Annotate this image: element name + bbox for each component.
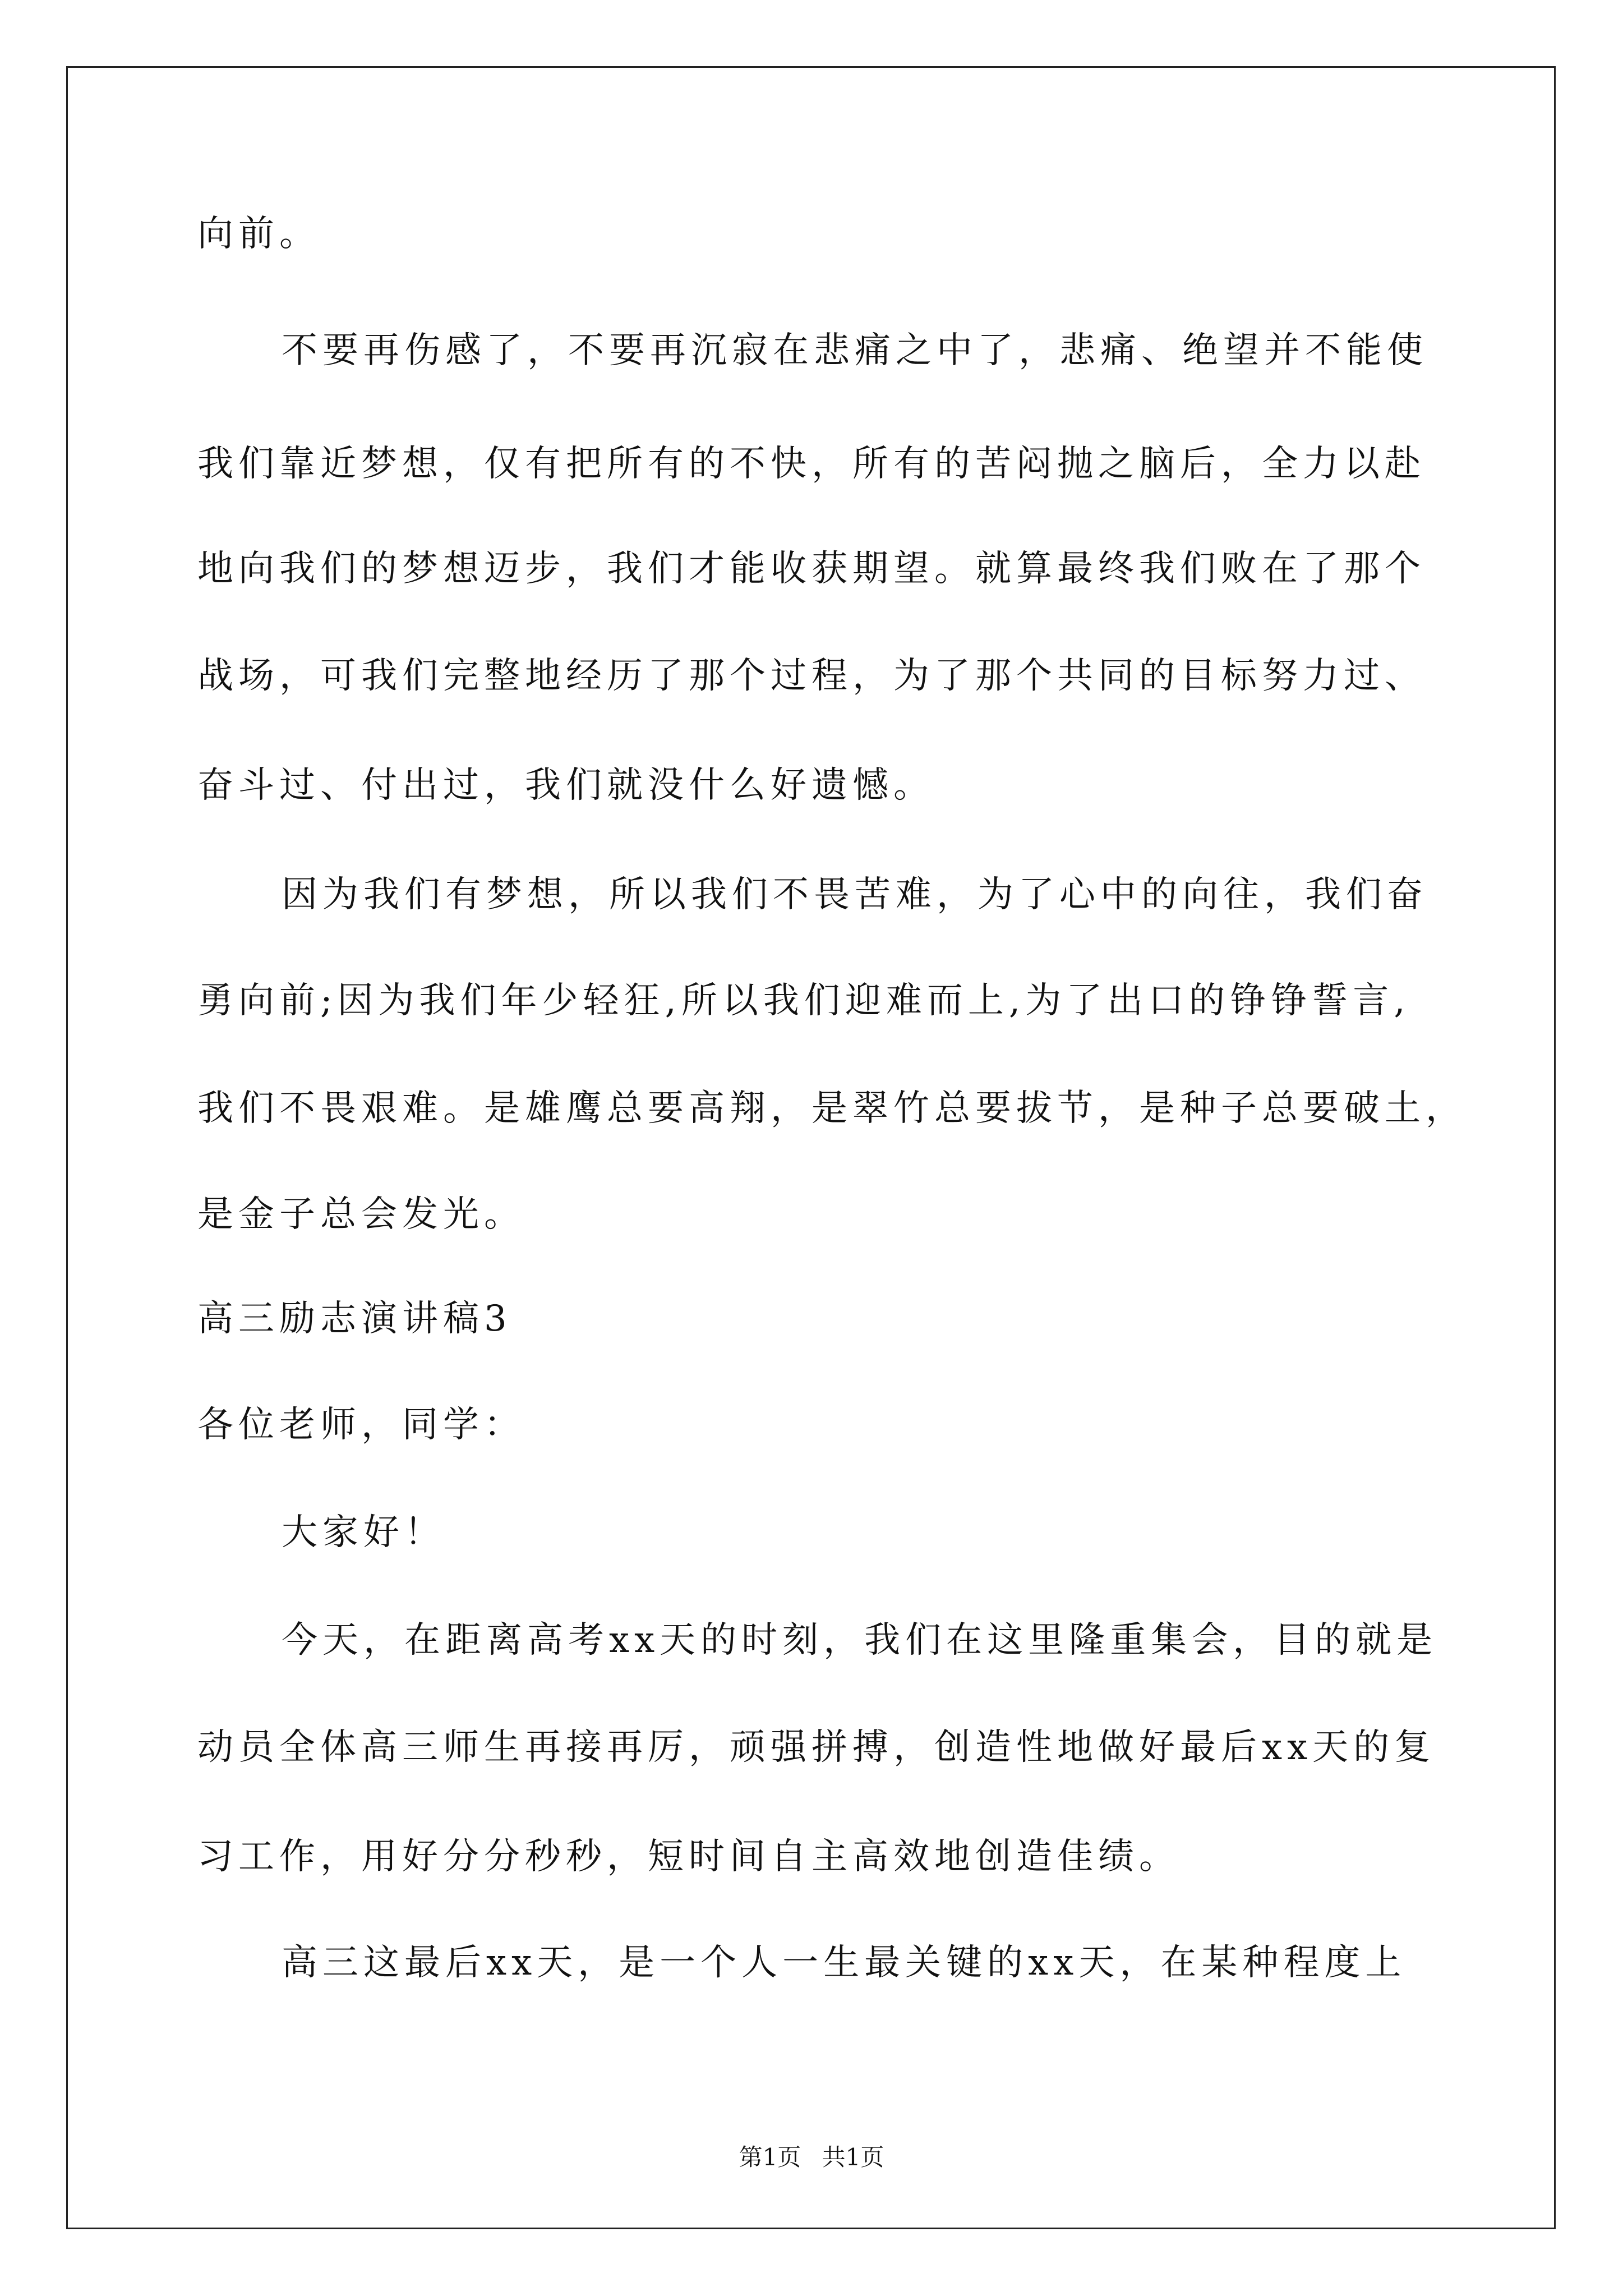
text-line: 是金子总会发光。 [197, 1194, 525, 1235]
text-line: 奋斗过、付出过，我们就没什么好遗憾。 [197, 765, 934, 806]
page-footer [0, 2143, 1623, 2171]
text-line: 勇向前;因为我们年少轻狂,所以我们迎难而上,为了出口的铮铮誓言, [197, 980, 1410, 1022]
text-line: 习工作，用好分分秒秒，短时间自主高效地创造佳绩。 [197, 1836, 1180, 1878]
text-line: 战场，可我们完整地经历了那个过程，为了那个共同的目标努力过、 [197, 655, 1426, 697]
text-line: 地向我们的梦想迈步，我们才能收获期望。就算最终我们败在了那个 [197, 548, 1426, 590]
greeting: 大家好！ [282, 1512, 445, 1553]
paragraph-line: 今天，在距离高考xx天的时刻，我们在这里隆重集会，目的就是 [282, 1619, 1438, 1661]
page-number: 第1页 [739, 2143, 801, 2171]
salutation: 各位老师，同学： [197, 1404, 525, 1446]
page-total: 共1页 [822, 2143, 884, 2171]
paragraph-line: 高三这最后xx天，是一个人一生最关键的xx天，在某种程度上 [282, 1942, 1407, 1984]
text-line: 我们靠近梦想，仅有把所有的不快，所有的苦闷抛之脑后，全力以赴 [197, 443, 1426, 485]
text-line: 向前。 [197, 213, 320, 255]
section-heading: 高三励志演讲稿3 [197, 1298, 512, 1340]
page-border [66, 66, 1556, 2229]
paragraph-line: 不要再伤感了，不要再沉寂在悲痛之中了，悲痛、绝望并不能使 [282, 330, 1428, 371]
text-line: 动员全体高三师生再接再厉，顽强拼搏，创造性地做好最后xx天的复 [197, 1727, 1436, 1768]
paragraph-line: 因为我们有梦想，所以我们不畏苦难，为了心中的向往，我们奋 [282, 874, 1428, 915]
text-line: 我们不畏艰难。是雄鹰总要高翔，是翠竹总要拔节，是种子总要破土， [197, 1088, 1467, 1129]
